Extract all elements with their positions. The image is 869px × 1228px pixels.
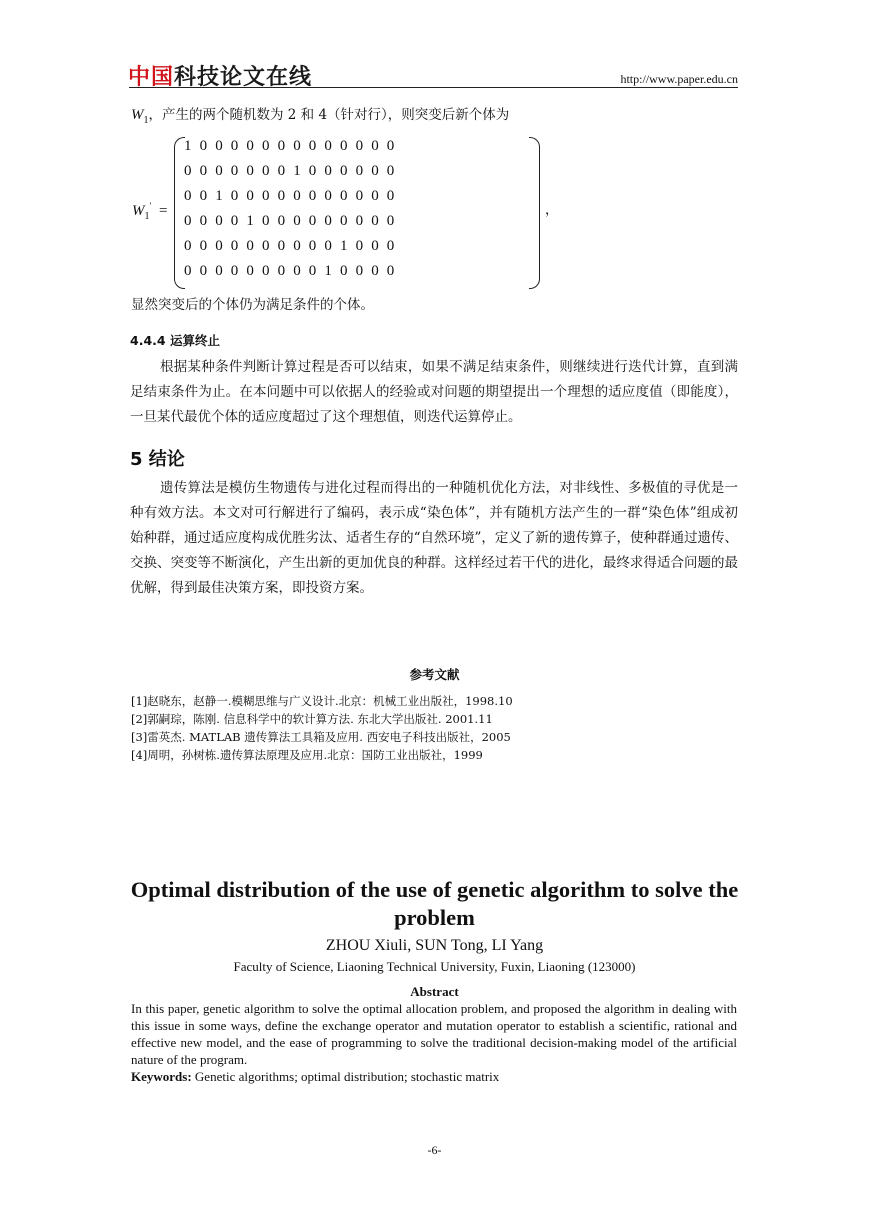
- mutation-intro: [131, 103, 509, 133]
- matrix-row: 0 0 0 0 0 0 0 1 0 0 0 0 0 0: [184, 163, 395, 179]
- keywords-label: Keywords:: [131, 1069, 192, 1084]
- mutation-intro-text: ，产生的两个随机数为 2 和 4（针对行），则突变后新个体为: [148, 107, 510, 123]
- section-5-body: 遗传算法是模仿生物遗传与进化过程而得出的一种随机优化方法，对非线性、多极值的寻优是一种有效方法。本文对可行解进行了编码，表示成“染色体”，并有随机方法产生的一群“染色体”组成初始种群，通过适应度构成优胜劣汰、适者生存的“自然环境”，定义了新的遗传算子，使种群通过遗传、交换、突变等不断演化，产生出新的更加优良的种群。这样经过若干代的进化，最终求得适合问题的最优解，得到最佳决策方案，即投资方案。: [130, 480, 738, 596]
- mutation-matrix: [174, 137, 540, 289]
- section-444-body: 根据某种条件判断计算过程是否可以结束，如果不满足结束条件，则继续进行迭代计算，直到满足结束条件为止。在本问题中可以依据人的经验或对问题的期望提出一个理想的适应度值（即能度），一旦某代最优个体的适应度超过了这个理想值，则迭代运算停止。: [130, 359, 738, 425]
- references-heading: 参考文献: [409, 667, 460, 682]
- abstract-body: In this paper, genetic algorithm to solve the optimal allocation problem, and proposed the algorithm in dealing with this issue in some ways, define the exchange operator and mutation operator to establish a scientific, rational and effective new model, and the ease of programming to solve the traditional decision-making model of the artificial nature of the program.: [131, 1001, 737, 1067]
- section-heading-5: 5 结论: [130, 449, 185, 470]
- header-divider: [129, 87, 738, 88]
- reference-item: [4]周明，孙树栋.遗传算法原理及应用.北京：国防工业出版社，1999: [131, 748, 483, 762]
- matrix-label: $W_1'$: [132, 201, 152, 222]
- references-list: [131, 692, 513, 764]
- abstract-heading: Abstract: [410, 984, 459, 999]
- matrix-row: 1 0 0 0 0 0 0 0 0 0 0 0 0 0: [184, 138, 395, 154]
- reference-item: [3]雷英杰. MATLAB 遗传算法工具箱及应用. 西安电子科技出版社，2005: [131, 730, 511, 744]
- reference-item: [2]郭嗣琮，陈刚. 信息科学中的软计算方法. 东北大学出版社. 2001.11: [131, 712, 493, 726]
- english-authors: ZHOU Xiuli, SUN Tong, LI Yang: [325, 937, 544, 954]
- reference-item: [1]赵晓东，赵静一.模糊思维与广义设计.北京：机械工业出版社，1998.10: [131, 694, 513, 708]
- matrix-right-paren: [529, 137, 540, 289]
- w-symbol: $W_1$: [131, 107, 149, 126]
- matrix-row: 0 0 1 0 0 0 0 0 0 0 0 0 0 0: [184, 188, 395, 204]
- page-number: -6-: [427, 1143, 442, 1157]
- after-matrix-text: 显然突变后的个体仍为满足条件的个体。: [131, 297, 374, 313]
- equals-sign: =: [159, 203, 168, 219]
- keywords-text: Genetic algorithms; optimal distribution; stochastic matrix: [191, 1069, 500, 1084]
- matrix-row: 0 0 0 0 0 0 0 0 0 1 0 0 0 0: [184, 263, 395, 279]
- english-affiliation: Faculty of Science, Liaoning Technical University, Fuxin, Liaoning (123000): [233, 959, 636, 974]
- matrix-row: 0 0 0 0 1 0 0 0 0 0 0 0 0 0: [184, 213, 395, 229]
- english-title: Optimal distribution of the use of genetic algorithm to solve the problem: [130, 877, 739, 930]
- keywords: [131, 1069, 499, 1085]
- header-url[interactable]: http://www.paper.edu.cn: [620, 72, 738, 86]
- logo-red-text: 中国: [128, 65, 175, 90]
- matrix-row: 0 0 0 0 0 0 0 0 0 0 1 0 0 0: [184, 238, 395, 254]
- logo-black-text: 科技论文在线: [174, 65, 313, 90]
- matrix-trailing-comma: ，: [545, 202, 559, 218]
- section-heading-444: 4.4.4 运算终止: [130, 333, 220, 348]
